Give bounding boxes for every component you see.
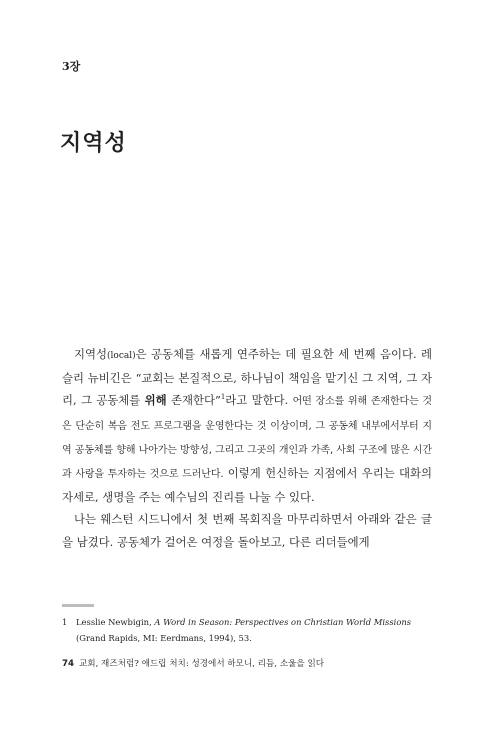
paragraph-1-text-d: 이렇게 헌신하는 지점에서 우리는 대화의 자세로, 생명을 주는 예수님의 진리를 나눌 수 있다. [62,466,432,505]
body-text [62,343,432,553]
paragraph-1-text-a: 은 공동체를 새롭게 연주하는 데 필요한 세 번째 음이다. 레슬리 뉴비긴은 “교회는 본질적으로, 하나님이 책임을 맡기신 그 지역, 그 자리, 그 공동체를 [62,347,432,408]
chapter-title: 지역성 [60,130,127,156]
footnote-book-title: A Word in Season: Perspectives on Christian World Missions [154,617,412,627]
paragraph-1 [62,343,432,508]
paragraph-1-sans-text: 어떤 장소를 위해 존재한다는 것은 단순히 복음 전도 프로그램을 운영한다는 것 이상이며, 그 공동체 내부에서부터 지역 공동체를 향해 나아가는 방향성, 그리고 그곳의 개인과 가족, 사회 구조에 많은 시간과 사랑을 투자하는 것으로 드러난다. [62,396,432,481]
footnote [62,614,432,646]
page-number: 74 [62,659,74,669]
footnote-reference[interactable]: 1 [220,393,226,402]
paragraph-1-term: 지역성 [74,347,108,361]
page-footer [62,657,324,669]
footnote-publication: (Grand Rapids, MI: Eerdmans, 1994), 53. [76,633,252,643]
paragraph-1-emphasis: 위해 [144,393,167,408]
chapter-label: 3장 [62,60,81,73]
footnote-number: 1 [62,617,68,627]
running-title: 교회, 재즈처럼? 애드립 처치: 성경에서 하모니, 리듬, 소울을 읽다 [78,659,325,669]
paragraph-1-text-c: 라고 말한다. [225,393,293,408]
paragraph-1-text-b: 존재한다” [166,393,221,408]
paragraph-1-term-english: (local) [107,351,136,361]
footnote-author: Lesslie Newbigin, [76,617,152,627]
paragraph-2: 나는 웨스턴 시드니에서 첫 번째 목회직을 마무리하면서 아래와 같은 글을 남겼다. 공동체가 걸어온 여정을 돌아보고, 다른 리더들에게 [62,512,432,549]
footnote-divider [62,604,94,607]
